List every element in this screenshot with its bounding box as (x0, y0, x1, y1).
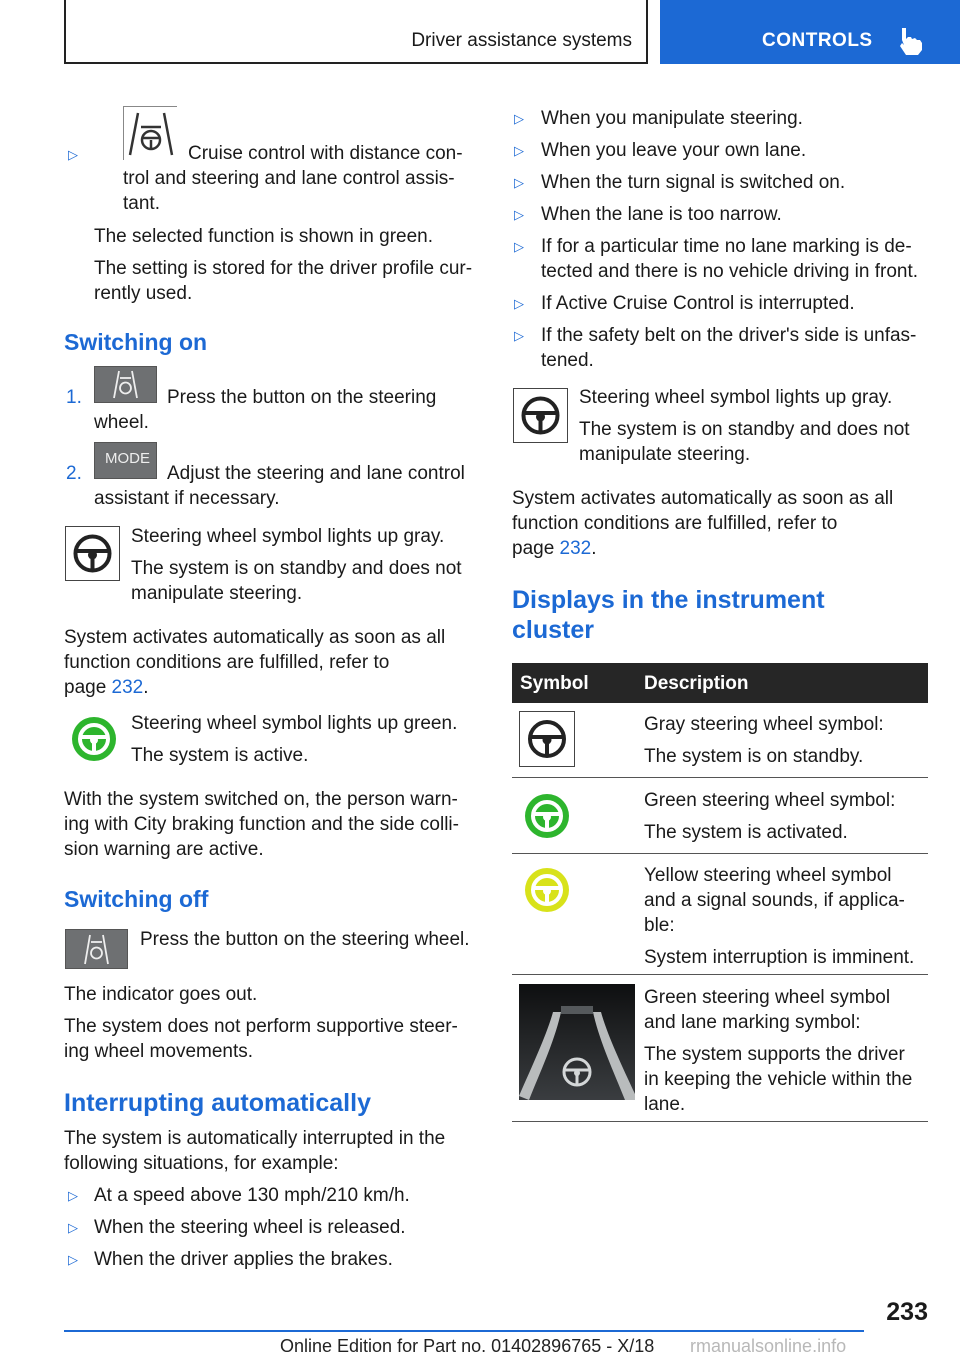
table-cell-description: System interruption is imminent. (644, 947, 915, 968)
table-cell-description: Yellow steering wheel symbol (644, 865, 892, 886)
heading-switching-on: Switching on (64, 329, 208, 355)
auto-activate-text-a: System activates automatically as soon as all (64, 627, 446, 648)
gray-steering-wheel-icon (513, 388, 568, 443)
bullet-marker: ▷ (68, 1220, 78, 1235)
bullet-narrow: When the lane is too narrow. (541, 204, 782, 225)
heading-interrupting: Interrupting automatically (64, 1089, 371, 1117)
step1-text-b: wheel. (94, 412, 149, 433)
page-link-232[interactable]: 232 (559, 538, 592, 559)
bullet-marker: ▷ (514, 328, 524, 343)
step1-text-a: Press the button on the steering (167, 387, 437, 408)
no-perform-text-a: The system does not perform supportive steer- (64, 1016, 458, 1037)
mode-button-label: MODE (105, 450, 150, 467)
with-system-text-b: ing with City braking function and the side colli- (64, 814, 459, 835)
cruise-text-3: tant. (123, 193, 160, 214)
bullet-marker: ▷ (514, 175, 524, 190)
auto-activate-text-b: function conditions are fulfilled, refer to (64, 652, 390, 673)
table-cell-description: and a signal sounds, if applica- (644, 890, 905, 911)
gray-steering-wheel-icon (65, 526, 120, 581)
off-press-text: Press the button on the steering wheel. (140, 929, 470, 950)
mode-button-icon (94, 442, 157, 479)
step2-text-a: Adjust the steering and lane control (167, 463, 465, 484)
table-cell-description: The system supports the driver (644, 1044, 905, 1065)
lane-assist-button-icon-off (65, 929, 128, 969)
auto-activate-text-c: page 232. (64, 677, 149, 698)
heading-displays-a: Displays in the instrument (512, 586, 825, 614)
heading-displays-b: cluster (512, 616, 594, 644)
header-controls-label: CONTROLS (762, 30, 873, 51)
table-cell-description: Gray steering wheel symbol: (644, 714, 884, 735)
cruise-text-2: trol and steering and lane control assis- (123, 168, 455, 189)
bullet-speed: At a speed above 130 mph/210 km/h. (94, 1185, 410, 1206)
table-cell-description: and lane marking symbol: (644, 1012, 861, 1033)
header-controls-tab[interactable] (660, 0, 960, 64)
footer-divider (64, 1330, 864, 1332)
table-cell-description: Green steering wheel symbol (644, 987, 891, 1008)
auto-activate-text-c: page 232. (512, 538, 597, 559)
bullet-released: When the steering wheel is released. (94, 1217, 406, 1238)
header-section-box (64, 0, 648, 64)
bullet-marker: ▷ (68, 1188, 78, 1203)
active-text: The system is active. (131, 745, 309, 766)
table-row-divider (512, 777, 928, 778)
table-header-description: Description (644, 673, 749, 694)
table-row-divider (512, 1121, 928, 1122)
auto-activate-text-b: function conditions are fulfilled, refer to (512, 513, 838, 534)
heading-switching-off: Switching off (64, 886, 209, 912)
lane-marking-steering-wheel-icon (519, 984, 635, 1100)
with-system-text-a: With the system switched on, the person warn- (64, 789, 458, 810)
table-row-divider (512, 974, 928, 975)
page-link-232[interactable]: 232 (111, 677, 144, 698)
gray-steering-wheel-icon (519, 711, 575, 767)
auto-activate-text-a: System activates automatically as soon as all (512, 488, 894, 509)
stored-text-2: rently used. (94, 283, 193, 304)
standby-text-a: The system is on standby and does not (579, 419, 910, 440)
standby-text-b: manipulate steering. (579, 444, 751, 465)
interrupt-text-a: The system is automatically interrupted in the (64, 1128, 446, 1149)
table-cell-description: in keeping the vehicle within the (644, 1069, 913, 1090)
watermark-text: rmanualsonline.info (690, 1336, 847, 1356)
selected-function-text: The selected function is shown in green. (94, 226, 434, 247)
table-row-divider (512, 853, 928, 854)
lane-assist-button-icon (94, 366, 157, 403)
table-header (512, 663, 928, 703)
table-cell-description: ble: (644, 915, 675, 936)
step-number: 1. (66, 387, 82, 408)
bullet-marker: ▷ (514, 239, 524, 254)
stored-text-1: The setting is stored for the driver profile cur- (94, 258, 473, 279)
bullet-marker: ▷ (68, 1252, 78, 1267)
page-number: 233 (886, 1298, 928, 1326)
bullet-leave-lane: When you leave your own lane. (541, 140, 807, 161)
bullet-marker: ▷ (514, 111, 524, 126)
with-system-text-c: sion warning are active. (64, 839, 264, 860)
table-cell-description: lane. (644, 1094, 686, 1115)
bullet-manipulate: When you manipulate steering. (541, 108, 803, 129)
standby-text-a: The system is on standby and does not (131, 558, 462, 579)
yellow-steering-wheel-icon (521, 864, 573, 916)
bullet-marker: ▷ (514, 296, 524, 311)
interrupt-text-b: following situations, for example: (64, 1153, 339, 1174)
cruise-lane-assist-icon (123, 106, 177, 160)
green-steering-wheel-icon (521, 790, 573, 842)
bullet-marker: ▷ (68, 147, 78, 162)
no-perform-text-b: ing wheel movements. (64, 1041, 254, 1062)
table-cell-description: Green steering wheel symbol: (644, 790, 896, 811)
edition-text: Online Edition for Part no. 01402896765 - X/18 (280, 1336, 655, 1356)
bullet-marker: ▷ (514, 143, 524, 158)
step-number: 2. (66, 463, 82, 484)
cruise-text-1: Cruise control with distance con- (188, 143, 463, 164)
green-steering-wheel-icon (68, 713, 120, 765)
bullet-brakes: When the driver applies the brakes. (94, 1249, 393, 1270)
green-symbol-text: Steering wheel symbol lights up green. (131, 713, 458, 734)
step2-text-b: assistant if necessary. (94, 488, 280, 509)
bullet-no-lane-a: If for a particular time no lane marking is de- (541, 236, 912, 257)
standby-text-b: manipulate steering. (131, 583, 303, 604)
header-section-title: Driver assistance systems (411, 30, 632, 51)
pointing-hand-icon (896, 26, 924, 56)
bullet-marker: ▷ (514, 207, 524, 222)
indicator-text: The indicator goes out. (64, 984, 258, 1005)
bullet-turn-signal: When the turn signal is switched on. (541, 172, 846, 193)
bullet-belt-b: tened. (541, 350, 594, 371)
gray-symbol-text: Steering wheel symbol lights up gray. (131, 526, 445, 547)
table-cell-description: The system is on standby. (644, 746, 864, 767)
table-header-symbol: Symbol (520, 673, 589, 694)
bullet-acc: If Active Cruise Control is interrupted. (541, 293, 855, 314)
gray-symbol-text: Steering wheel symbol lights up gray. (579, 387, 893, 408)
bullet-belt-a: If the safety belt on the driver's side is unfas- (541, 325, 917, 346)
table-cell-description: The system is activated. (644, 822, 848, 843)
bullet-no-lane-b: tected and there is no vehicle driving in front. (541, 261, 919, 282)
